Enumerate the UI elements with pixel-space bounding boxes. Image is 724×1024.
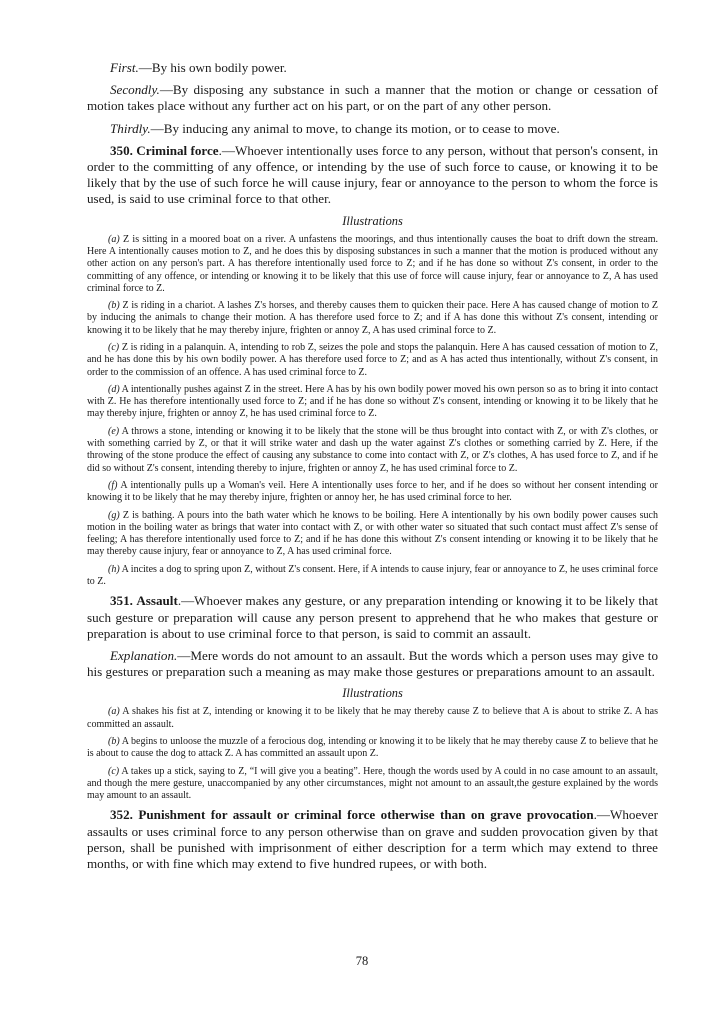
- illustration-text: A intentionally pushes against Z in the street. Here A has by his own bodily power moved his own person so as to bring it into contact with Z. He has therefore intentionally used force to Z; and if he has done so without Z's consent, intending or knowing it to be likely that he may thereby injure, frighten or annoy Z, he has used criminal force to Z.: [87, 383, 658, 420]
- section-title: Assault: [136, 593, 178, 609]
- illustration-f: [87, 480, 658, 505]
- section-352: [87, 807, 658, 872]
- section-number: 351.: [110, 593, 133, 609]
- illustration-tag: (c): [108, 342, 120, 353]
- illustration-tag: (b): [108, 735, 120, 747]
- illustrations-351: [87, 706, 658, 802]
- illustration-tag: (a): [108, 233, 120, 245]
- illustration-c: [87, 342, 658, 379]
- illustration-text: Z is riding in a chariot. A lashes Z's horses, and thereby causes them to quicken their pace. Here A has caused change of motion to Z by inducing the animals to change their motion. A has therefore used force to Z; and if A has done this without Z's consent, intending or knowing it to be likely that he may thereby injure, frighten or annoy Z, A has used criminal force to Z.: [87, 300, 658, 336]
- illustration-text: Z is riding in a palanquin. A, intending to rob Z, seizes the pole and stops the palanquin. Here A has caused cessation of motion to Z, and he has done this by his own bodily power. A has therefore used force to Z; and as A has acted thus intentionally, without Z's consent, in order to the commission of an offence. A has used criminal force to Z.: [87, 342, 658, 378]
- means-text: —By his own bodily power.: [138, 60, 287, 75]
- section-title: Criminal force: [136, 142, 219, 158]
- illustration-tag: (e): [108, 425, 120, 437]
- section-number: 350.: [110, 142, 133, 158]
- illustration-text: A takes up a stick, saying to Z, “I will give you a beating”. Here, though the words used by A could in no case amount to an assault, and though the mere gesture, unaccompanied by any other circumstances, might not amount to an assault,the gesture explained by the words may amount to an assault.: [87, 765, 658, 802]
- illustration-d: [87, 384, 658, 421]
- illustration-text: A intentionally pulls up a Woman's veil. Here A intentionally uses force to her, and if he does so without her consent intending or knowing it to be likely that he may thereby injure, frighten or annoy her, he has used criminal force to her.: [87, 479, 658, 504]
- illustration-text: A incites a dog to spring upon Z, without Z's consent. Here, if A intends to cause injury, fear or annoyance to Z, he uses criminal force to Z.: [87, 563, 658, 588]
- illustration-tag: (a): [108, 706, 120, 718]
- explanation: [87, 648, 658, 680]
- means-secondly: [87, 82, 658, 114]
- illustration-b: [87, 736, 658, 761]
- illustrations-350: [87, 234, 658, 589]
- section-351: [87, 593, 658, 642]
- section-body: .—Whoever intentionally uses force to any person, without that person's consent, in order to the committing of any offence, or intending by the use of such force to cause, or knowing it to be likely that by the use of such force he will cause injury, fear or annoyance to the person to whom the force is used, is said to use criminal force to that other.: [87, 142, 659, 207]
- illustration-a: [87, 234, 658, 295]
- illustration-g: [87, 510, 658, 559]
- illustrations-heading: Illustrations: [342, 686, 403, 701]
- explanation-label: Explanation.: [110, 647, 178, 663]
- illustration-tag: (b): [108, 300, 120, 312]
- illustration-text: A begins to unloose the muzzle of a ferocious dog, intending or knowing it to be likely that he may thereby cause Z to believe that he is about to cause the dog to attack Z. A has committed an assault upon Z.: [87, 735, 658, 760]
- illustrations-heading: Illustrations: [342, 213, 403, 228]
- illustration-h: [87, 564, 658, 589]
- section-number: 352.: [110, 807, 133, 823]
- illustration-tag: (f): [108, 479, 118, 491]
- means-first: [87, 60, 658, 76]
- illustration-b: [87, 300, 658, 337]
- section-body: .—Whoever assaults or uses criminal force to any person otherwise than on grave and sudden provocation given by that person, shall be punished with imprisonment of either description for a term which may extend to three months, or with fine which may extend to five hundred rupees, or with both.: [87, 807, 658, 872]
- section-350: [87, 143, 658, 208]
- section-title: Punishment for assault or criminal force otherwise than on grave provocation: [138, 807, 594, 823]
- illustration-tag: (c): [108, 765, 120, 777]
- page-number: 78: [355, 954, 369, 968]
- illustration-a: [87, 706, 658, 731]
- means-label: Thirdly.: [110, 120, 151, 136]
- section-body: .—Whoever makes any gesture, or any preparation intending or knowing it to be likely that such gesture or preparation will cause any person present to apprehend that he who makes that gesture or preparation is about to use criminal force to that person, is said to commit an assault.: [87, 593, 658, 641]
- means-label: Secondly.: [110, 82, 160, 98]
- illustration-e: [87, 426, 658, 475]
- means-label: First.: [110, 60, 139, 75]
- illustration-text: A shakes his fist at Z, intending or knowing it to be likely that he may thereby cause Z to believe that A is about to strike Z. A has committed an assault.: [87, 706, 658, 730]
- illustration-c: [87, 766, 658, 803]
- illustration-tag: (h): [108, 563, 120, 575]
- explanation-text: —Mere words do not amount to an assault. But the words which a person uses may give to his gestures or preparation such a meaning as may make those gestures or preparations amount to an assault.: [87, 647, 658, 680]
- means-text: —By inducing any animal to move, to change its motion, or to cease to move.: [150, 120, 560, 136]
- illustration-text: Z is sitting in a moored boat on a river. A unfastens the moorings, and thus intentionally causes the boat to drift down the stream. Here A intentionally causes motion to Z, and he does this by disposing substances in such a manner that the motion is produced without any other action on any person's part. A has therefore intentionally used force to Z; and if he has done so without Z's consent, in order to the committing of any offence, or intending or knowing it to be likely that this use of force will cause injury, fear or annoyance to Z, A has used criminal force to Z.: [87, 233, 658, 294]
- means-text: —By disposing any substance in such a manner that the motion or change or cessation of motion takes place without any further act on his part, or on the part of any other person.: [87, 82, 658, 114]
- means-thirdly: [87, 121, 658, 137]
- illustration-tag: (g): [108, 509, 120, 521]
- illustration-text: Z is bathing. A pours into the bath water which he knows to be boiling. Here A intentionally by his own bodily power causes such motion in the boiling water as brings that water into contact with Z, or with other water so situated that such contact must affect Z's sense of feeling; A has therefore intentionally used force to Z; and if he has done this without Z's consent intending or knowing it to be likely that he may thereby cause injury, fear or annoyance to Z, A has used criminal force.: [87, 509, 658, 558]
- illustration-text: A throws a stone, intending or knowing it to be likely that the stone will be thus brought into contact with Z, or with Z's clothes, or with something carried by Z, or that it will strike water and dash up the water against Z's clothes or something carried by Z. Here, if the throwing of the stone produce the effect of causing any substance to come into contact with Z, or Z's clothes, A has used force to Z, and if he did so without Z's consent, intending thereby to injure, frighten or annoy Z, he has used criminal force to Z.: [87, 425, 658, 474]
- illustration-tag: (d): [108, 383, 120, 395]
